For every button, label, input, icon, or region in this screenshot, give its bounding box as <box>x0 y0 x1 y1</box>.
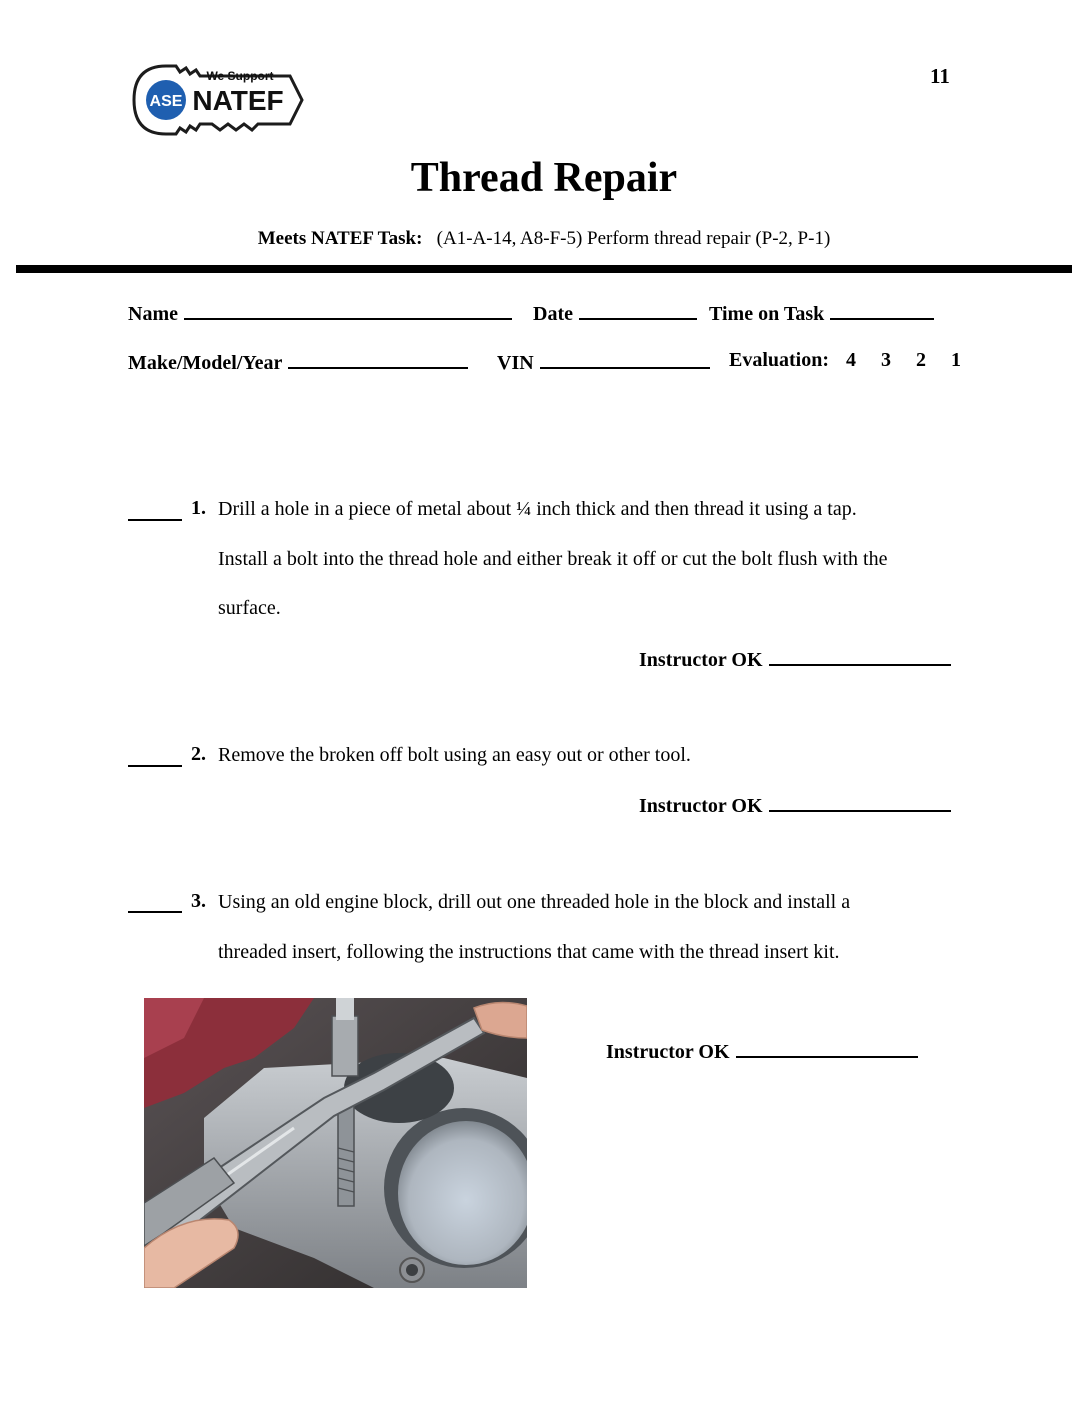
vin-field <box>497 349 710 375</box>
task-label: Meets NATEF Task: <box>257 228 423 249</box>
step-1-ok-signature[interactable] <box>769 646 951 666</box>
evaluation-field <box>729 349 961 372</box>
name-input[interactable] <box>184 300 512 320</box>
step-3-text <box>218 878 948 977</box>
time-on-task-input[interactable] <box>830 300 934 320</box>
step-1-line-2: Install a bolt into the thread hole and either break it off or cut the bolt flush with the <box>218 547 888 570</box>
logo-line2: NATEF <box>192 85 284 116</box>
header-rule <box>16 265 1072 273</box>
logo-badge: ASE <box>149 93 183 110</box>
time-on-task-field <box>709 300 934 326</box>
score-4[interactable]: 4 <box>846 349 857 371</box>
task-text: (A1-A-14, A8-F-5) Perform thread repair (P-2, P-1) <box>436 228 831 249</box>
page-title: Thread Repair <box>410 155 678 201</box>
date-label: Date <box>533 303 573 325</box>
score-3[interactable]: 3 <box>881 349 892 371</box>
step-1-ok-label: Instructor OK <box>639 649 763 671</box>
natef-logo <box>130 62 305 150</box>
date-field <box>533 300 697 326</box>
step-1-line-1: Drill a hole in a piece of metal about ¼ inch thick and then thread it using a tap. <box>218 498 857 520</box>
step-3-check-blank[interactable] <box>128 911 182 913</box>
step-1-number: 1. <box>191 497 206 519</box>
step-3-line-2: threaded insert, following the instructions that came with the thread insert kit. <box>218 940 840 963</box>
make-model-year-label: Make/Model/Year <box>128 352 283 374</box>
step-3-number: 3. <box>191 890 206 912</box>
step-3-ok-signature[interactable] <box>736 1038 918 1058</box>
make-model-year-field <box>128 349 468 375</box>
score-1[interactable]: 1 <box>951 349 962 371</box>
score-2[interactable]: 2 <box>916 349 927 371</box>
step-3-line-1: Using an old engine block, drill out one threaded hole in the block and install a <box>218 891 851 913</box>
step-1-check-blank[interactable] <box>128 519 182 521</box>
evaluation-label: Evaluation: <box>729 349 830 371</box>
step-2-instructor-ok <box>639 792 951 818</box>
thread-tap-photo <box>144 998 527 1288</box>
vin-input[interactable] <box>540 349 710 369</box>
step-2-line-1: Remove the broken off bolt using an easy out or other tool. <box>218 744 691 766</box>
natef-task-line <box>0 228 1088 250</box>
step-3-instructor-ok <box>606 1038 918 1064</box>
make-model-year-input[interactable] <box>288 349 468 369</box>
step-1-text <box>218 485 948 634</box>
page-number: 11 <box>930 64 950 88</box>
vin-label: VIN <box>497 352 534 374</box>
date-input[interactable] <box>579 300 697 320</box>
tap-wrench-engine-block-image <box>144 998 527 1288</box>
step-2-check-blank[interactable] <box>128 765 182 767</box>
key-logo-icon <box>130 62 305 150</box>
time-on-task-label: Time on Task <box>709 303 825 325</box>
logo-line1: We Support <box>206 69 274 83</box>
name-field <box>128 300 512 326</box>
step-3-ok-label: Instructor OK <box>606 1041 730 1063</box>
step-2-ok-label: Instructor OK <box>639 795 763 817</box>
step-2-text <box>218 731 948 781</box>
step-1-line-3: surface. <box>218 597 281 619</box>
step-1-instructor-ok <box>639 646 951 672</box>
step-2-ok-signature[interactable] <box>769 792 951 812</box>
step-2-number: 2. <box>191 743 206 765</box>
name-label: Name <box>128 303 178 325</box>
